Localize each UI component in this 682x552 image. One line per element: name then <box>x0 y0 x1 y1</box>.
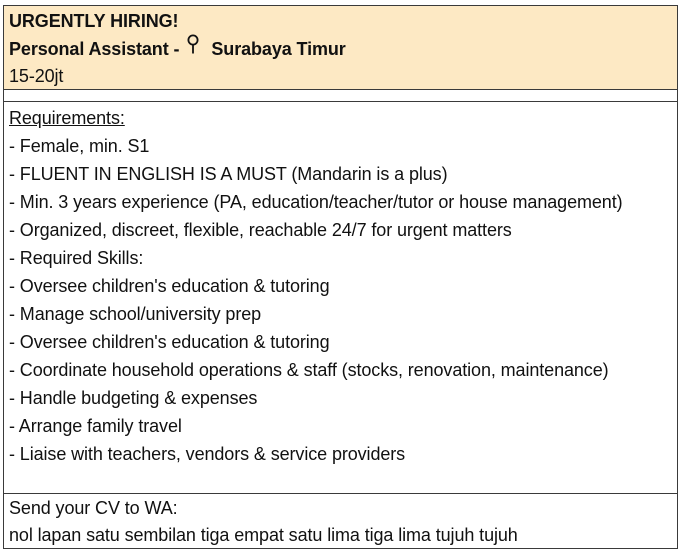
spacer-row <box>4 90 677 102</box>
contact-number-words: nol lapan satu sembilan tiga empat satu lima tiga lima tujuh tujuh <box>9 525 518 545</box>
requirement-item: - Min. 3 years experience (PA, education/teacher/tutor or house management) <box>9 192 623 212</box>
job-posting-card <box>3 5 678 549</box>
map-pin-icon <box>187 34 199 62</box>
contact-label: Send your CV to WA: <box>9 498 178 518</box>
requirements-title: Requirements: <box>9 108 125 128</box>
requirement-item: - Oversee children's education & tutoring <box>9 332 330 352</box>
position-title: Personal Assistant - <box>9 39 180 59</box>
salary-text: 15-20jt <box>9 66 64 86</box>
requirement-item: - Female, min. S1 <box>9 136 150 156</box>
urgent-heading: URGENTLY HIRING! <box>9 11 179 31</box>
requirement-item: - FLUENT IN ENGLISH IS A MUST (Mandarin is a plus) <box>9 164 448 184</box>
requirement-item: - Oversee children's education & tutoring <box>9 276 330 296</box>
requirement-item: - Coordinate household operations & staff (stocks, renovation, maintenance) <box>9 360 609 380</box>
location-text: Surabaya Timur <box>211 39 346 59</box>
position-line <box>9 35 346 63</box>
header-section <box>4 6 677 90</box>
requirement-item: - Organized, discreet, flexible, reachable 24/7 for urgent matters <box>9 220 512 240</box>
requirement-item: - Liaise with teachers, vendors & service providers <box>9 444 406 464</box>
requirement-item: - Manage school/university prep <box>9 304 262 324</box>
requirement-item: - Required Skills: <box>9 248 144 268</box>
requirement-item: - Arrange family travel <box>9 416 182 436</box>
requirement-item: - Handle budgeting & expenses <box>9 388 258 408</box>
